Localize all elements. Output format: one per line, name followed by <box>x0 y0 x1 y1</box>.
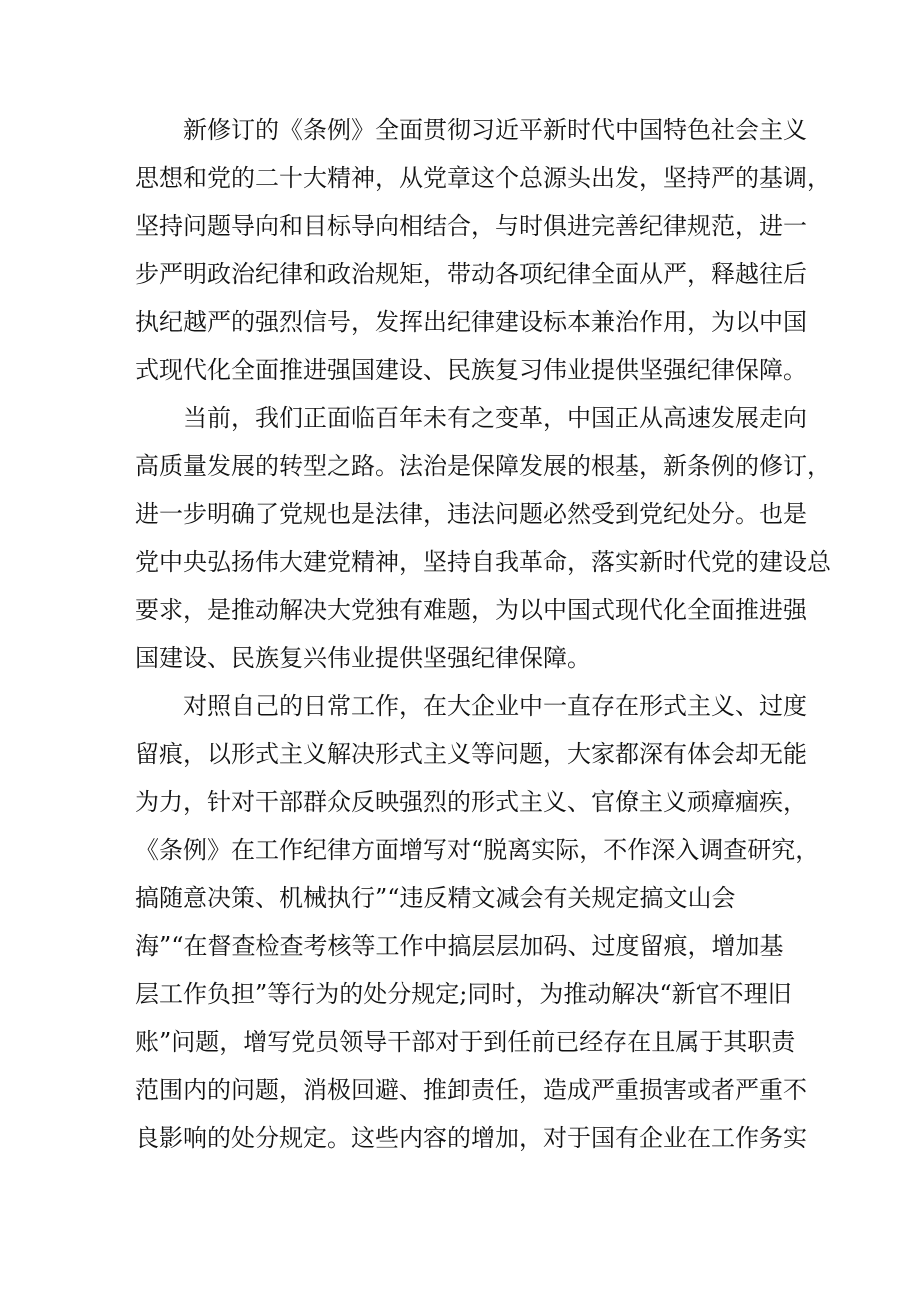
paragraph-2-line-1: 当前，我们正面临百年未有之变革，中国正从高速发展走向 <box>183 404 807 432</box>
paragraph-3-line-9: 范围内的问题，消极回避、推卸责任，造成严重损害或者严重不 <box>135 1076 807 1104</box>
paragraph-2-line-5: 要求，是推动解决大党独有难题，为以中国式现代化全面推进强 <box>135 596 807 624</box>
document-body <box>135 106 831 1162</box>
paragraph-1-line-3: 坚持问题导向和目标导向相结合，与时俱进完善纪律规范，进一 <box>135 212 807 240</box>
paragraph-1-line-6: 式现代化全面推进强国建设、民族复习伟业提供坚强纪律保障。 <box>135 356 807 384</box>
paragraph-3-line-5: 搞随意决策、机械执行”“违反精文减会有关规定搞文山会 <box>135 884 736 912</box>
paragraph-3-line-7: 层工作负担”等行为的处分规定;同时，为推动解决“新官不理旧 <box>135 980 792 1008</box>
paragraph-3-line-2: 留痕，以形式主义解决形式主义等问题，大家都深有体会却无能 <box>135 740 807 768</box>
paragraph-3-line-10: 良影响的处分规定。这些内容的增加，对于国有企业在工作务实 <box>135 1124 807 1152</box>
paragraph-2-line-6: 国建设、民族复兴伟业提供坚强纪律保障。 <box>135 644 591 672</box>
paragraph-3-line-8: 账”问题，增写党员领导干部对于到任前已经存在且属于其职责 <box>135 1028 796 1056</box>
paragraph-1-line-1: 新修订的《条例》全面贯彻习近平新时代中国特色社会主义 <box>183 116 807 144</box>
paragraph-2-line-3: 进一步明确了党规也是法律，违法问题必然受到党纪处分。也是 <box>135 500 807 528</box>
paragraph-1-line-2: 思想和党的二十大精神，从党章这个总源头出发，坚持严的基调， <box>135 164 831 192</box>
paragraph-2-line-2: 高质量发展的转型之路。法治是保障发展的根基，新条例的修订， <box>135 452 831 480</box>
paragraph-3-line-4: 《条例》在工作纪律方面增写对“脱离实际，不作深入调查研究， <box>135 836 820 864</box>
paragraph-3-line-6: 海”“在督查检查考核等工作中搞层层加码、过度留痕，增加基 <box>135 932 784 960</box>
paragraph-3-line-1: 对照自己的日常工作，在大企业中一直存在形式主义、过度 <box>183 692 807 720</box>
paragraph-2-line-4: 党中央弘扬伟大建党精神，坚持自我革命，落实新时代党的建设总 <box>135 548 831 576</box>
paragraph-1-line-5: 执纪越严的强烈信号，发挥出纪律建设标本兼治作用，为以中国 <box>135 308 807 336</box>
paragraph-1-line-4: 步严明政治纪律和政治规矩，带动各项纪律全面从严，释越往后 <box>135 260 807 288</box>
paragraph-3-line-3: 为力，针对干部群众反映强烈的形式主义、官僚主义顽瘴痼疾， <box>135 788 807 816</box>
